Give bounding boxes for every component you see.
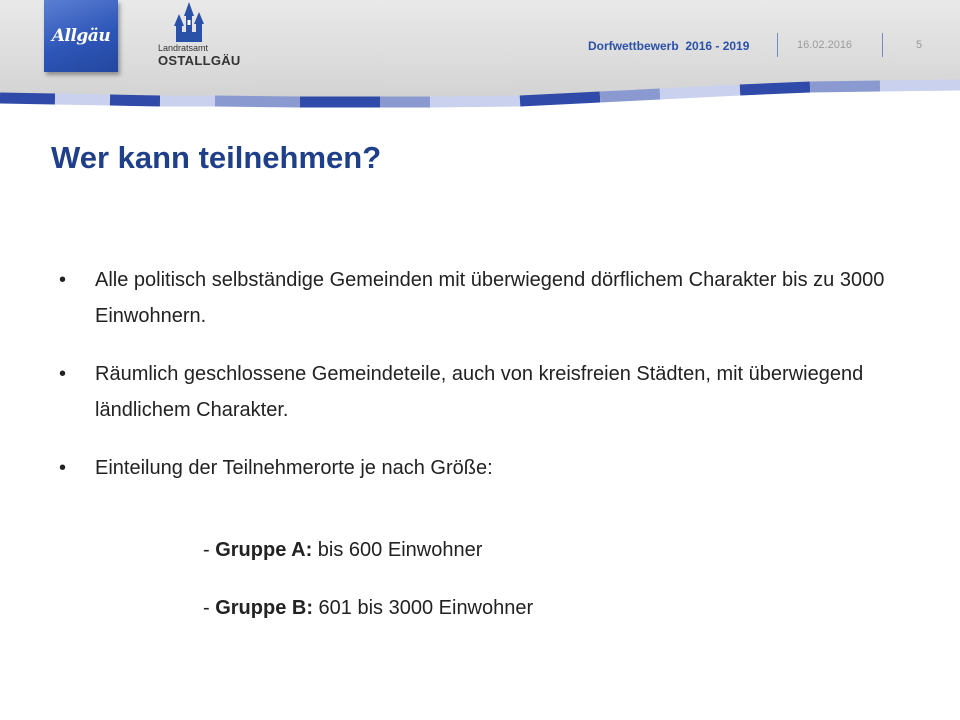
bullet-list (55, 262, 935, 508)
group-a-line (203, 539, 482, 562)
group-prefix: - (203, 597, 216, 619)
allgaeu-logo (44, 0, 118, 72)
slide-date: 16.02.2016 (797, 39, 853, 51)
group-text: 601 bis 3000 Einwohner (313, 597, 534, 619)
decorative-wave (0, 70, 960, 112)
group-prefix: - (203, 539, 216, 561)
slide-title: Wer kann teilnehmen? (51, 140, 382, 175)
bullet-item: • Räumlich geschlossene Gemeindeteile, auch von kreisfreien Städten, mit überwiegend ländlichem Charakter. (55, 356, 935, 428)
landratsamt-logo (158, 2, 241, 72)
allgaeu-logo-text: Allgäu (51, 26, 111, 46)
group-label: Gruppe B: (215, 597, 313, 619)
page-number: 5 (916, 39, 923, 51)
ostallgaeu-label: OSTALLGÄU (158, 53, 241, 68)
castle-icon (172, 2, 206, 42)
bullet-item: • Einteilung der Teilnehmerorte je nach Größe: (55, 450, 935, 486)
header-band (0, 0, 960, 112)
bullet-item: • Alle politisch selbständige Gemeinden mit überwiegend dörflichem Charakter bis zu 3000 Einwohnern. (55, 262, 935, 334)
header-divider (882, 33, 883, 57)
event-title: Dorfwettbewerb 2016 - 2019 (588, 39, 750, 53)
group-b-line (203, 597, 533, 620)
landratsamt-label: Landratsamt (158, 43, 209, 53)
header-divider (777, 33, 778, 57)
group-text: bis 600 Einwohner (312, 539, 483, 561)
group-label: Gruppe A: (215, 539, 313, 561)
